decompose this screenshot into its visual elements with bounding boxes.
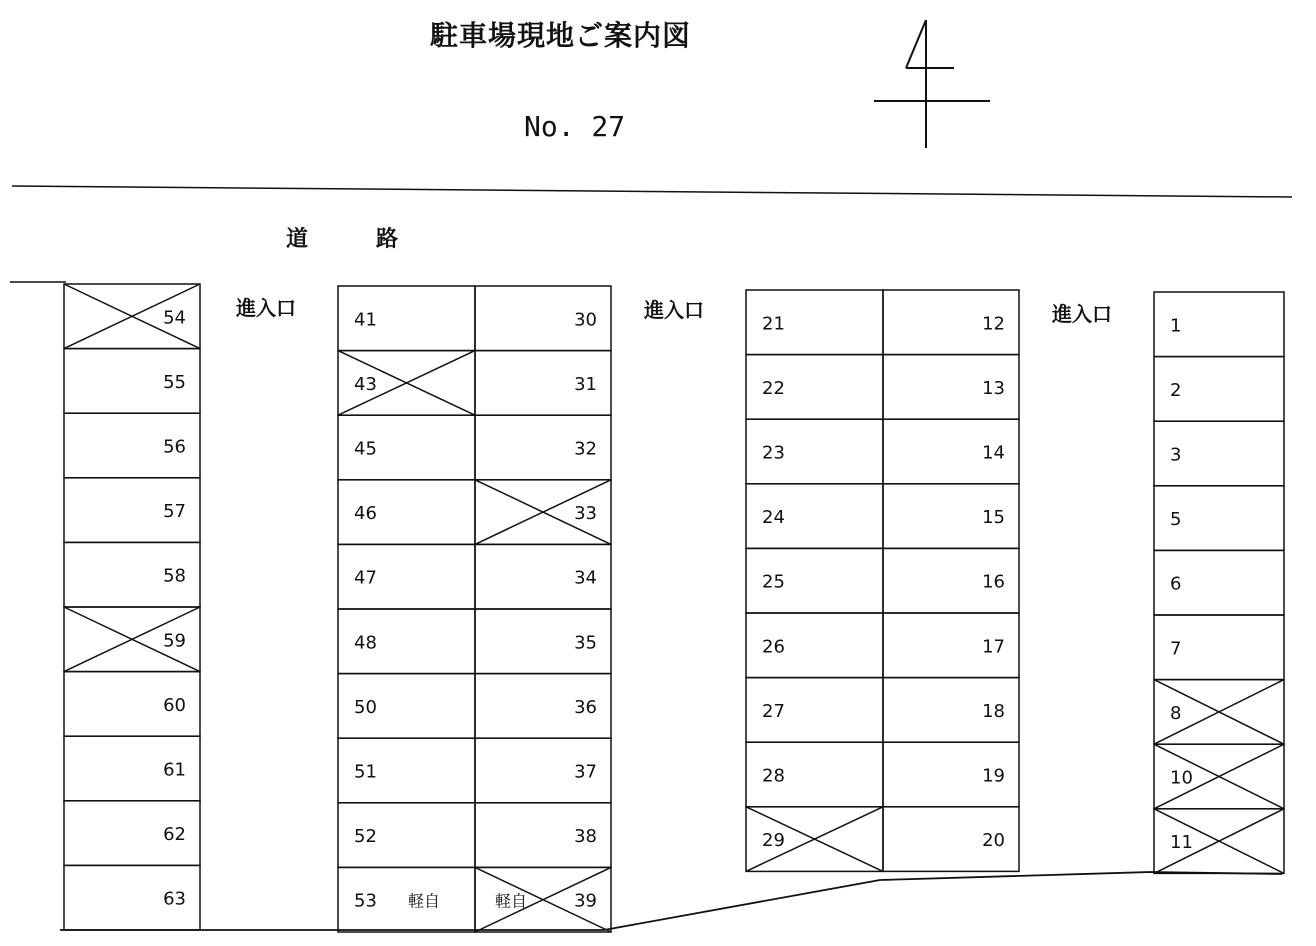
slot-number: 34	[574, 567, 597, 589]
slot-number: 8	[1170, 702, 1182, 724]
map-title: 駐車場現地ご案内図	[430, 19, 692, 52]
parking-slot-45	[338, 415, 475, 480]
slot-number: 21	[762, 313, 785, 335]
parking-slot-6	[1154, 550, 1284, 615]
parking-slot-15	[883, 484, 1019, 549]
slot-number: 50	[354, 696, 377, 718]
parking-slot-37	[475, 738, 611, 803]
slot-number: 22	[762, 377, 785, 399]
parking-slot-54	[64, 284, 200, 349]
parking-slot-46	[338, 480, 475, 545]
parking-slot-20	[883, 807, 1019, 872]
slot-number: 31	[574, 373, 597, 395]
slot-number: 52	[354, 826, 377, 848]
slot-number: 3	[1170, 444, 1182, 466]
parking-slot-16	[883, 548, 1019, 613]
slot-number: 10	[1170, 767, 1193, 789]
parking-slot-21	[746, 290, 883, 355]
slot-number: 28	[762, 765, 785, 787]
slot-number: 39	[574, 890, 597, 912]
parking-slot-41	[338, 286, 475, 351]
lot-number: No. 27	[524, 110, 626, 143]
parking-slot-8	[1154, 680, 1284, 745]
slot-number: 36	[574, 696, 597, 718]
parking-slot-28	[746, 742, 883, 807]
slot-number: 7	[1170, 638, 1182, 660]
slot-number: 47	[354, 567, 377, 589]
slot-number: 19	[982, 765, 1005, 787]
slot-number: 37	[574, 761, 597, 783]
slot-number: 11	[1170, 832, 1193, 854]
parking-slot-60	[64, 672, 200, 737]
slot-number: 43	[354, 373, 377, 395]
slot-number: 54	[163, 307, 186, 329]
slot-number: 59	[163, 630, 186, 652]
slot-number: 18	[982, 700, 1005, 722]
slot-number: 20	[982, 830, 1005, 852]
slot-number: 32	[574, 438, 597, 460]
road-line	[12, 186, 1292, 197]
parking-slot-50	[338, 674, 475, 739]
parking-slot-51	[338, 738, 475, 803]
slot-number: 23	[762, 442, 785, 464]
slot-number: 24	[762, 507, 785, 529]
parking-slot-32	[475, 415, 611, 480]
north-arrow-icon	[874, 20, 990, 148]
slot-number: 35	[574, 632, 597, 654]
lot-boundary	[604, 872, 1282, 930]
parking-slot-61	[64, 736, 200, 801]
slot-number: 53	[354, 890, 377, 912]
parking-slot-12	[883, 290, 1019, 355]
parking-slot-19	[883, 742, 1019, 807]
slot-number: 46	[354, 503, 377, 525]
slot-number: 13	[982, 377, 1005, 399]
road-label-2: 路	[376, 227, 399, 252]
slot-number: 51	[354, 761, 377, 783]
parking-slot-3	[1154, 421, 1284, 486]
slot-number: 5	[1170, 509, 1182, 531]
parking-slot-18	[883, 678, 1019, 743]
parking-slot-25	[746, 548, 883, 613]
slot-number: 30	[574, 309, 597, 331]
slot-number: 14	[982, 442, 1005, 464]
parking-slot-30	[475, 286, 611, 351]
parking-slot-52	[338, 803, 475, 868]
slot-number: 56	[163, 436, 186, 458]
parking-slot-62	[64, 801, 200, 866]
parking-slot-24	[746, 484, 883, 549]
parking-slot-55	[64, 349, 200, 414]
entrance-label-3: 進入口	[1052, 302, 1112, 326]
slot-number: 60	[163, 694, 186, 716]
parking-slot-33	[475, 480, 611, 545]
slot-number: 33	[574, 503, 597, 525]
parking-slot-7	[1154, 615, 1284, 680]
road-label-1: 道	[286, 227, 309, 252]
parking-slot-5	[1154, 486, 1284, 551]
parking-slot-56	[64, 413, 200, 478]
entrance-label-2: 進入口	[644, 298, 704, 322]
slot-number: 27	[762, 700, 785, 722]
slot-number: 25	[762, 571, 785, 593]
slot-number: 29	[762, 830, 785, 852]
parking-slot-27	[746, 678, 883, 743]
parking-slot-10	[1154, 744, 1284, 809]
parking-slot-31	[475, 351, 611, 416]
compact-car-label: 軽自	[495, 891, 528, 911]
slot-number: 62	[163, 824, 186, 846]
slot-number: 38	[574, 826, 597, 848]
parking-slot-14	[883, 419, 1019, 484]
slot-number: 45	[354, 438, 377, 460]
slot-number: 6	[1170, 573, 1182, 595]
parking-slot-36	[475, 674, 611, 739]
parking-slot-58	[64, 542, 200, 607]
parking-slot-2	[1154, 357, 1284, 422]
slot-number: 15	[982, 507, 1005, 529]
parking-slot-48	[338, 609, 475, 674]
parking-slot-57	[64, 478, 200, 543]
parking-slot-47	[338, 544, 475, 609]
slot-number: 41	[354, 309, 377, 331]
parking-slot-63	[64, 865, 200, 930]
parking-slot-17	[883, 613, 1019, 678]
parking-slot-13	[883, 355, 1019, 420]
parking-slot-23	[746, 419, 883, 484]
parking-slot-43	[338, 351, 475, 416]
slot-number: 16	[982, 571, 1005, 593]
slot-number: 55	[163, 371, 186, 393]
parking-slot-35	[475, 609, 611, 674]
slot-number: 48	[354, 632, 377, 654]
parking-slot-39	[475, 867, 611, 932]
parking-slot-1	[1154, 292, 1284, 357]
slot-number: 58	[163, 565, 186, 587]
parking-slot-11	[1154, 809, 1284, 874]
parking-slot-53	[338, 867, 475, 932]
parking-slot-38	[475, 803, 611, 868]
slot-number: 26	[762, 636, 785, 658]
compact-car-label: 軽自	[408, 891, 441, 911]
slot-number: 57	[163, 501, 186, 523]
parking-slot-26	[746, 613, 883, 678]
parking-slot-59	[64, 607, 200, 672]
slot-number: 2	[1170, 379, 1182, 401]
entrance-label-1: 進入口	[236, 296, 296, 320]
slot-number: 12	[982, 313, 1005, 335]
slot-number: 63	[163, 888, 186, 910]
parking-slot-29	[746, 807, 883, 872]
parking-slot-34	[475, 544, 611, 609]
slot-number: 61	[163, 759, 186, 781]
slot-number: 1	[1170, 315, 1182, 337]
slot-number: 17	[982, 636, 1005, 658]
parking-slot-22	[746, 355, 883, 420]
